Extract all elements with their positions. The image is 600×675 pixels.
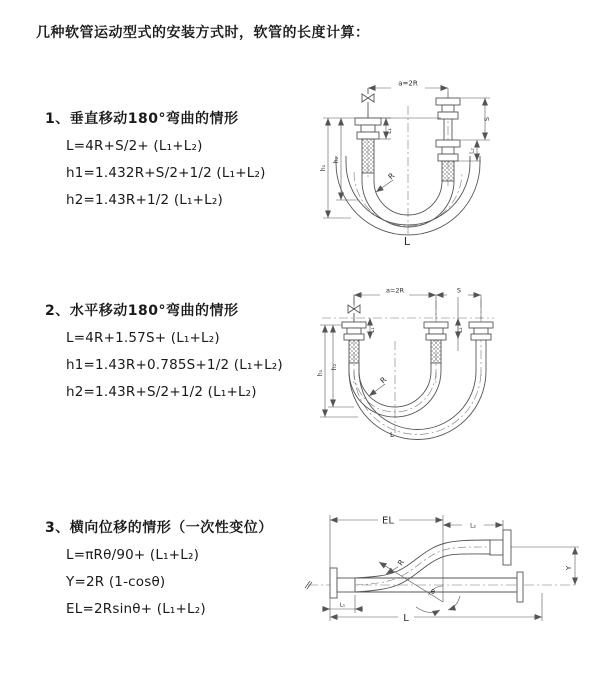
dim-label-a2r: a=2R: [398, 79, 418, 88]
section-2-heading: 2、水平移动180°弯曲的情形: [45, 303, 239, 319]
dim-label-l2: L₂: [468, 148, 476, 154]
dim-label-s: S: [483, 116, 491, 122]
formula-line: Y=2R (1-cosθ): [66, 574, 166, 590]
dim-label-h1: h₁: [320, 164, 327, 172]
dim-label-s: S: [456, 286, 462, 295]
braided-hose-right: [442, 161, 454, 181]
page-title: 几种软管运动型式的安装方式时，软管的长度计算：: [36, 25, 370, 41]
left-fitting: [355, 118, 381, 139]
braided-hose-middle: [431, 340, 441, 363]
dim-label-l1: L₁: [386, 128, 393, 134]
diagram-vertical-180-bend: [303, 68, 593, 253]
dim-label-l: L: [403, 613, 409, 624]
diagram-horizontal-180-bend: [308, 283, 590, 453]
dim-label-l: L: [403, 235, 411, 248]
dim-label-l1: L₁: [370, 327, 376, 333]
dim-label-a2r: a=2R: [385, 286, 405, 295]
dim-label-el: EL: [382, 515, 394, 527]
dim-label-l1: L₁: [339, 602, 346, 609]
dimension-lines: [320, 295, 481, 417]
dim-label-h2: h₂: [331, 363, 338, 371]
dim-label-r: R: [386, 171, 397, 182]
braided-hose-left: [349, 340, 359, 363]
right-fitting-lower: [436, 140, 460, 161]
dimension-lines: [322, 515, 579, 621]
formula-line: h2=1.43R+1/2 (L₁+L₂): [66, 192, 223, 208]
section-vertical-movement: [45, 106, 266, 214]
dim-label-h2: h₂: [333, 156, 340, 164]
formula-line: h2=1.43R+S/2+1/2 (L₁+L₂): [66, 384, 257, 400]
section-1-heading: 1、垂直移动180°弯曲的情形: [45, 111, 239, 127]
dim-label-y: Y: [565, 565, 573, 571]
dimension-lines: [323, 88, 490, 218]
dim-label-l2: L₂: [470, 522, 476, 530]
formula-line: L=4R+1.57S+ (L₁+L₂): [66, 330, 220, 346]
flange-fittings: [342, 322, 493, 340]
dim-label-r: R: [395, 557, 407, 568]
centerlines: [322, 299, 494, 434]
formula-line: EL=2Rsinθ+ (L₁+L₂): [66, 601, 206, 617]
dimension-labels: [317, 287, 464, 440]
dim-label-theta: θ: [431, 588, 435, 596]
formula-line: L=4R+S/2+ (L₁+L₂): [66, 138, 203, 154]
formula-line: h1=1.43R+0.785S+1/2 (L₁+L₂): [66, 357, 283, 373]
dim-label-h1: h₁: [317, 369, 324, 377]
hose-bends: [349, 340, 486, 440]
braided-hose-left: [362, 139, 374, 173]
dim-label-l: L: [390, 431, 394, 439]
dim-label-r: R: [378, 375, 389, 386]
formula-line: L=πRθ/90+ (L₁+L₂): [66, 547, 200, 563]
dim-label-l2: L₂: [458, 327, 464, 333]
formula-line: h1=1.432R+S/2+1/2 (L₁+L₂): [66, 165, 266, 181]
section-horizontal-movement: [45, 298, 283, 406]
section-3-heading: 3、横向位移的情形（一次性变位）: [45, 520, 273, 536]
valve-icon: [362, 88, 374, 118]
section-lateral-displacement: [45, 515, 273, 623]
dimension-labels: [340, 516, 573, 625]
diagram-lateral-displacement: [298, 503, 590, 633]
